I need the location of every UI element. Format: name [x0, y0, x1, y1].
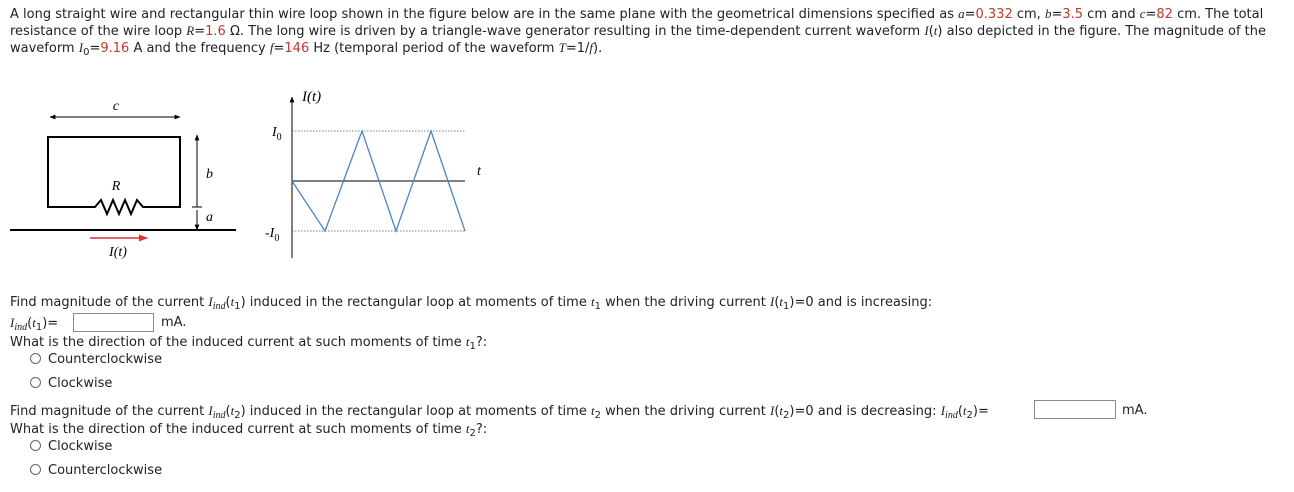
label-I-axis: I(t)	[302, 89, 322, 105]
label-b: b	[206, 167, 213, 182]
label-R: R	[111, 179, 121, 194]
label-c: c	[112, 99, 120, 114]
q1-direction-question: What is the direction of the induced current at such moments of time $t_1$?:	[10, 334, 488, 352]
q1-radio-counterclockwise[interactable]	[30, 353, 41, 364]
q1-option-counterclockwise-label: Counterclockwise	[48, 352, 163, 367]
q2-radio-clockwise[interactable]	[30, 440, 41, 451]
q2-text: Find magnitude of the current $I_{ind}(t_2)$ induced in the rectangular loop at moments of time $t_2$ when the driving current $I(t_2)=0$ and is decreasing: $I_{ind}(t_2)=$	[10, 403, 989, 421]
q2-radio-counterclockwise[interactable]	[30, 464, 41, 475]
label-I0: $I_0$	[272, 125, 282, 143]
q2-answer-input[interactable]	[1034, 400, 1116, 419]
q1-radio-clockwise[interactable]	[30, 377, 41, 388]
problem-line-3: waveform $I_0=9.16$ A and the frequency f=146 Hz (temporal period of the waveform T=1/f).	[10, 40, 603, 58]
q2-direction-question: What is the direction of the induced current at such moments of time $t_2$?:	[10, 421, 488, 439]
label-a: a	[206, 210, 213, 225]
circuit-figure	[0, 80, 480, 270]
label-t: t	[477, 164, 481, 179]
label-minus-I0: $-I_0$	[265, 226, 280, 244]
q2-unit: mA.	[1122, 403, 1148, 418]
q2-option-clockwise-label: Clockwise	[48, 439, 113, 454]
problem-line-2: resistance of the wire loop R=1.6 Ω. The long wire is driven by a triangle-wave generator resulting in the time-dependent current waveform I(t) also depicted in the figure. The magnitude of the	[10, 23, 1266, 39]
q1-unit: mA.	[161, 315, 187, 330]
problem-line-1: A long straight wire and rectangular thin wire loop shown in the figure below are in the same plane with the geometrical dimensions specified as a=0.332 cm, b=3.5 cm and c=82 cm. The total	[10, 6, 1264, 22]
q1-input-label: $I_{ind}(t_1)=$	[10, 315, 59, 333]
q2-option-counterclockwise-label: Counterclockwise	[48, 463, 163, 478]
q1-text: Find magnitude of the current $I_{ind}(t_1)$ induced in the rectangular loop at moments of time $t_1$ when the driving current $I(t_1)=0$ and is increasing:	[10, 294, 933, 312]
wire-loop	[48, 137, 180, 214]
label-I-wire: I(t)	[109, 245, 127, 260]
q1-option-clockwise-label: Clockwise	[48, 376, 113, 391]
q1-answer-input[interactable]	[73, 313, 154, 332]
